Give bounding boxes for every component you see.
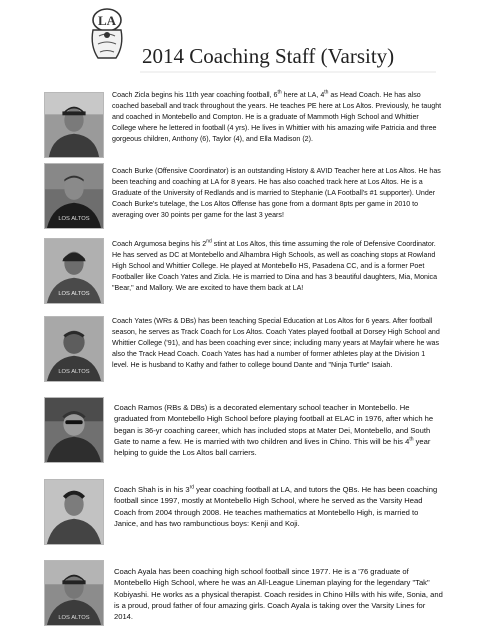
page-title: 2014 Coaching Staff (Varsity) xyxy=(142,44,395,68)
coach-photo-ayala xyxy=(44,560,104,626)
svg-text:LA: LA xyxy=(97,13,117,28)
coach-photo-burke xyxy=(44,163,104,229)
svg-text:LOS ALTOS: LOS ALTOS xyxy=(58,291,90,298)
coach-photo-zicla xyxy=(44,92,104,158)
title-rule xyxy=(140,70,436,74)
coach-photo-argumosa xyxy=(44,238,104,304)
coach-bio-shah: Coach Shah is in his 3rd year coaching football at LA, and tutors the QBs. He has been coaching football since 1997, mostly at Montebello High School, where he served as the Varsity Head Coach from 2004 through 2008. He teaches mathematics at Montebello High, is married to Janice, and has two rambunctious boys: Kenji and Koji. xyxy=(114,484,438,528)
coach-photo-yates xyxy=(44,316,104,382)
coach-bio-argumosa: Coach Argumosa begins his 2nd stint at Los Altos, this time assuming the role of Defensive Coordinator. He has served as DC at Montebello and Alhambra High Schools, as well as coaching stops at Rowland High School and Whittier College. He played at Montebello HS, Pasadena CC, and is a former Poet Footballer like Coach Yates and Zicla. He is married to Dina and has 3 beautiful daughters, Mia, Monica "Bear," and Mallory. We are excited to have them back at LA! xyxy=(112,238,438,292)
coach-bio-burke: Coach Burke (Offensive Coordinator) is an outstanding History & AVID Teacher here at Los Altos. He has been teaching and coaching at LA for 8 years. He has also coached track here at Los Altos. He is a Graduate of the University of Redlands and is married to Stephanie (LA Football's #1 supporter). Under Coach Burke's tutelage, the Los Altos Offense has gone from a dormant 8pts per game in 2010 to averaging over 30 points per game for the last 3 years! xyxy=(112,167,441,219)
coach-bio-zicla: Coach Zicla begins his 11th year coaching football, 6th here at LA, 4th as Head Coach. He has also coached baseball and track throughout the years. He teaches PE here at Los Altos. Previously, he taught and coached in Montebello and Compton. He is a graduate of Mammoth High School and Whittier College where he lettered in football (4 yrs). He lives in Whittier with his amazing wife Patricia and three gorgeous children, Anthony (6), Taylor (4), and Ella Madison (2). xyxy=(112,89,442,143)
coach-photo-shah xyxy=(44,479,104,545)
coach-bio-yates: Coach Yates (WRs & DBs) has been teaching Special Education at Los Altos for 6 years. After football season, he serves as Track Coach for Los Altos. Coach Yates played football at Dorsey High School and Whittier College ('91), and has been coaching ever since; including many years at Mayfair where he was also the Track Head Coach. Coach Yates has had a number of former athletes play at the Division 1 level. He is husband to Kathy and father to college bound Dante and "Ninja Turtle" Isaiah. xyxy=(112,317,440,369)
svg-text:LOS ALTOS: LOS ALTOS xyxy=(58,216,90,223)
coach-bio-ayala: Coach Ayala has been coaching high school football since 1977. He is a '76 graduate of Montebello High School, where he was an All-League Lineman playing for the legendary "Tak" Kobiyashi. He works as a physical therapist. Coach resides in Chino Hills with his wife, Sonia, and is a proud, proud father of four amazing girls. Coach Ayala is taking over the Varsity Lines for 2014. xyxy=(114,567,443,622)
los-altos-logo xyxy=(84,6,130,62)
coach-bio-ramos: Coach Ramos (RBs & DBs) is a decorated elementary school teacher in Montebello. He graduated from Montebello High School before playing football at ELAC in 1976, after which he began is 36-yr coaching career, which has included stops at Mater Dei, Montebello, and South Gate to name a few. He is married with two children and lives in Chino. This will be his 4th year helping to guide the Los Altos ball carriers. xyxy=(114,403,434,458)
svg-text:LOS ALTOS: LOS ALTOS xyxy=(58,369,90,376)
coach-photo-ramos xyxy=(44,397,104,463)
svg-text:LOS ALTOS: LOS ALTOS xyxy=(58,615,90,622)
